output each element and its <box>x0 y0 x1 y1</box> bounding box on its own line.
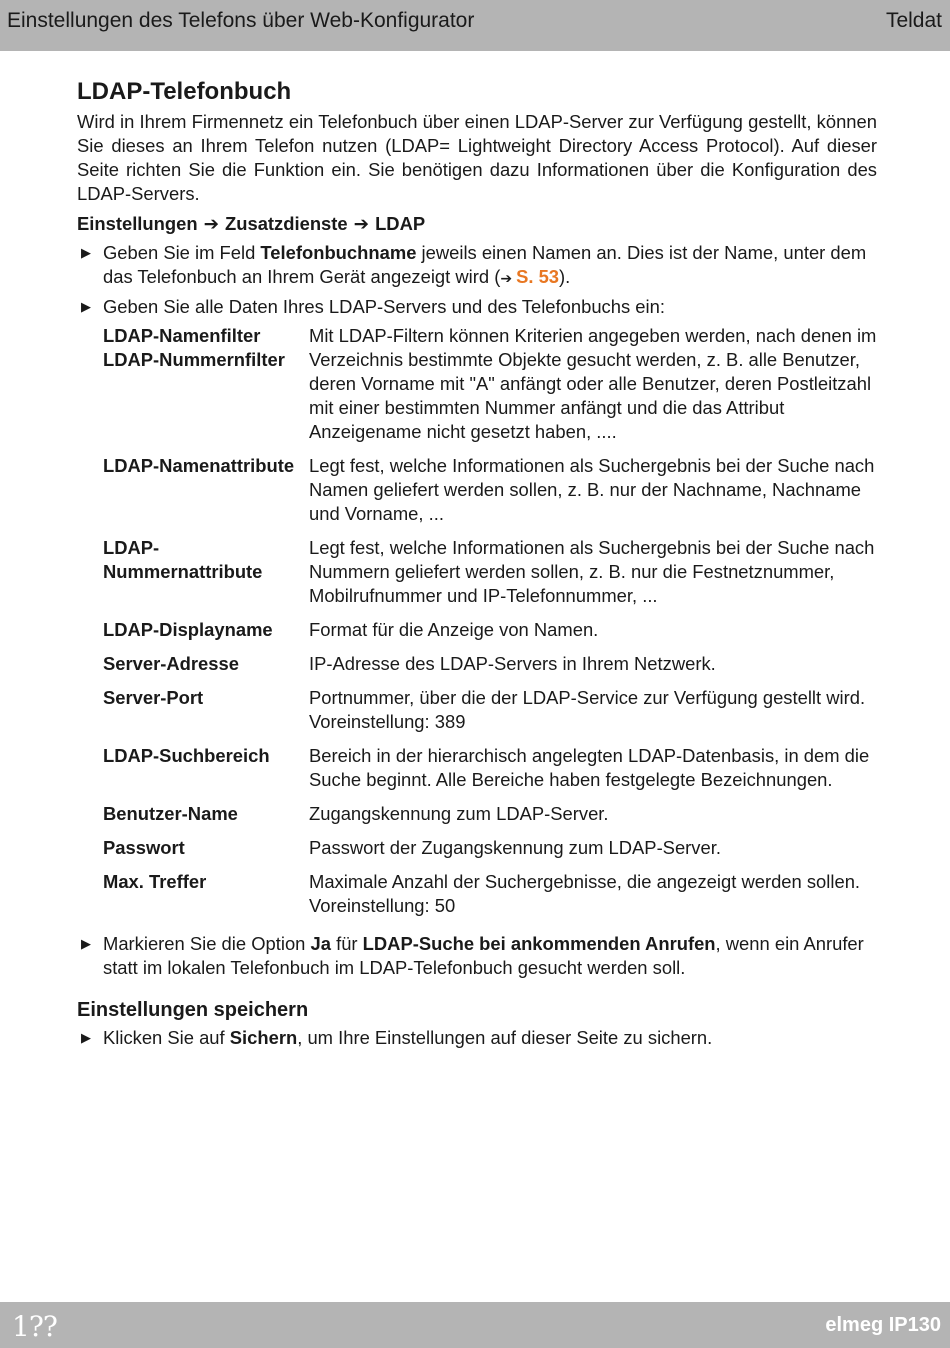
save-section-title: Einstellungen speichern <box>77 999 309 1021</box>
parameter-row <box>103 686 877 744</box>
field-name: LDAP-Suche bei ankommenden Anrufen <box>362 933 716 954</box>
parameter-term-line: LDAP-Displayname <box>103 619 273 640</box>
parameter-row <box>103 870 877 928</box>
step-text: Markieren Sie die Option <box>103 933 311 954</box>
field-name: Telefonbuchname <box>260 242 417 263</box>
arrow-right-icon: ➔ <box>353 213 370 234</box>
parameter-term-line: Server-Adresse <box>103 653 239 674</box>
path-item: Zusatzdienste <box>225 213 348 234</box>
parameter-row <box>103 802 877 836</box>
parameter-row <box>103 836 877 870</box>
arrow-right-icon: ➔ <box>203 213 219 234</box>
path-item: Einstellungen <box>77 213 198 234</box>
parameter-term <box>103 686 309 744</box>
parameter-description: Passwort der Zugangskennung zum LDAP-Server. <box>309 837 721 858</box>
parameter-description: Legt fest, welche Informationen als Suchergebnis bei der Suche nach Namen geliefert werden sollen, z. B. nur der Nachname, Nachname und Vorname, ... <box>309 455 875 524</box>
triangle-right-icon: ▶ <box>81 1030 91 1045</box>
parameter-term-line: Passwort <box>103 837 185 858</box>
parameter-term <box>103 870 309 928</box>
step-text: Geben Sie im Feld <box>103 242 261 263</box>
parameter-term <box>103 744 309 802</box>
parameter-row <box>103 324 877 454</box>
page-header <box>0 0 950 51</box>
parameter-term-line: LDAP-Nummernattribute <box>103 537 263 582</box>
triangle-right-icon: ▶ <box>81 245 91 260</box>
triangle-right-icon: ▶ <box>81 936 91 951</box>
page-footer <box>0 1302 950 1348</box>
parameter-term <box>103 652 309 686</box>
menu-path <box>77 212 877 236</box>
parameter-description: Portnummer, über die der LDAP-Service zur Verfügung gestellt wird. Voreinstellung: 389 <box>309 687 866 732</box>
step-text: , um Ihre Einstellungen auf dieser Seite zu sichern. <box>297 1027 713 1048</box>
page-reference-link[interactable]: S. 53 <box>516 266 560 287</box>
parameter-term <box>103 536 309 618</box>
parameter-description: Maximale Anzahl der Suchergebnisse, die angezeigt werden sollen. Voreinstellung: 50 <box>309 871 861 916</box>
parameter-description: Mit LDAP-Filtern können Kriterien angegeben werden, nach denen im Verzeichnis bestimmte Objekte gesucht werden, z. B. alle Benutzer, deren Vorname mit "A" anfängt oder alle Benutzer, deren Postleitzahl mit einer bestimmten Nummer anfängt und die das Attribut Anzeigename nicht gesetzt haben, .... <box>309 325 877 442</box>
parameter-description: Format für die Anzeige von Namen. <box>309 619 599 640</box>
parameter-row <box>103 744 877 802</box>
step-text: jeweils einen Namen an. Dies ist der Name, unter dem das Telefonbuch an Ihrem Gerät angezeigt wird ( <box>103 242 867 287</box>
section-title: LDAP-Telefonbuch <box>77 78 292 105</box>
step-text: , wenn ein Anrufer statt im lokalen Telefonbuch im LDAP-Telefonbuch gesucht werden soll. <box>103 933 864 978</box>
button-name: Sichern <box>229 1027 298 1048</box>
page-content <box>77 76 877 1050</box>
step-text: Geben Sie alle Daten Ihres LDAP-Servers und des Telefonbuchs ein: <box>103 296 665 317</box>
step-text: Klicken Sie auf <box>103 1027 230 1048</box>
parameter-term-line: Benutzer-Name <box>103 803 238 824</box>
arrow-right-icon: ➔ <box>500 270 513 286</box>
parameter-row <box>103 618 877 652</box>
instruction-step <box>77 932 877 980</box>
parameter-description: Bereich in der hierarchisch angelegten LDAP-Datenbasis, in dem die Suche beginnt. Alle Bereiche haben festgelegte Bezeichnungen. <box>309 745 870 790</box>
intro-paragraph: Wird in Ihrem Firmennetz ein Telefonbuch über einen LDAP-Server zur Verfügung gestellt, können Sie dieses an Ihrem Telefon nutzen (LDAP= Lightweight Directory Access Protocol). Auf dieser Seite richten Sie die Funktion ein. Sie benötigen dazu Informationen über die Konfiguration des LDAP-Servers. <box>77 111 877 204</box>
header-title: Einstellungen des Telefons über Web-Konfigurator <box>7 9 475 32</box>
parameter-description: IP-Adresse des LDAP-Servers in Ihrem Netzwerk. <box>309 653 716 674</box>
parameter-row <box>103 652 877 686</box>
parameter-term <box>103 836 309 870</box>
path-item: LDAP <box>375 213 426 234</box>
parameter-term-line: Server-Port <box>103 687 204 708</box>
parameter-term-line: LDAP-Nummernfilter <box>103 349 285 370</box>
instruction-step <box>77 295 877 319</box>
product-name: elmeg IP130 <box>825 1314 941 1336</box>
header-brand: Teldat <box>885 9 942 32</box>
instruction-step <box>77 241 877 290</box>
parameter-term <box>103 618 309 652</box>
parameter-term <box>103 802 309 836</box>
parameter-term <box>103 324 309 454</box>
parameter-row <box>103 536 877 618</box>
parameter-description: Legt fest, welche Informationen als Suchergebnis bei der Suche nach Nummern geliefert werden sollen, z. B. nur die Festnetznummer, Mobilrufnummer und IP-Telefonnummer, ... <box>309 537 875 606</box>
parameter-term-line: LDAP-Namenattribute <box>103 455 295 476</box>
parameter-term-line: LDAP-Suchbereich <box>103 745 270 766</box>
parameter-term-line: LDAP-Namenfilter <box>103 325 261 346</box>
save-section <box>77 996 877 1050</box>
triangle-right-icon: ▶ <box>81 299 91 314</box>
parameter-term <box>103 454 309 536</box>
parameter-term-line: Max. Treffer <box>103 871 207 892</box>
parameter-table <box>103 324 877 928</box>
instruction-step <box>77 1026 877 1050</box>
option-value: Ja <box>310 933 331 954</box>
step-text: ). <box>559 266 571 287</box>
page-number: 1?? <box>12 1310 57 1343</box>
parameter-row <box>103 454 877 536</box>
parameter-description: Zugangskennung zum LDAP-Server. <box>309 803 609 824</box>
step-text: für <box>330 933 363 954</box>
